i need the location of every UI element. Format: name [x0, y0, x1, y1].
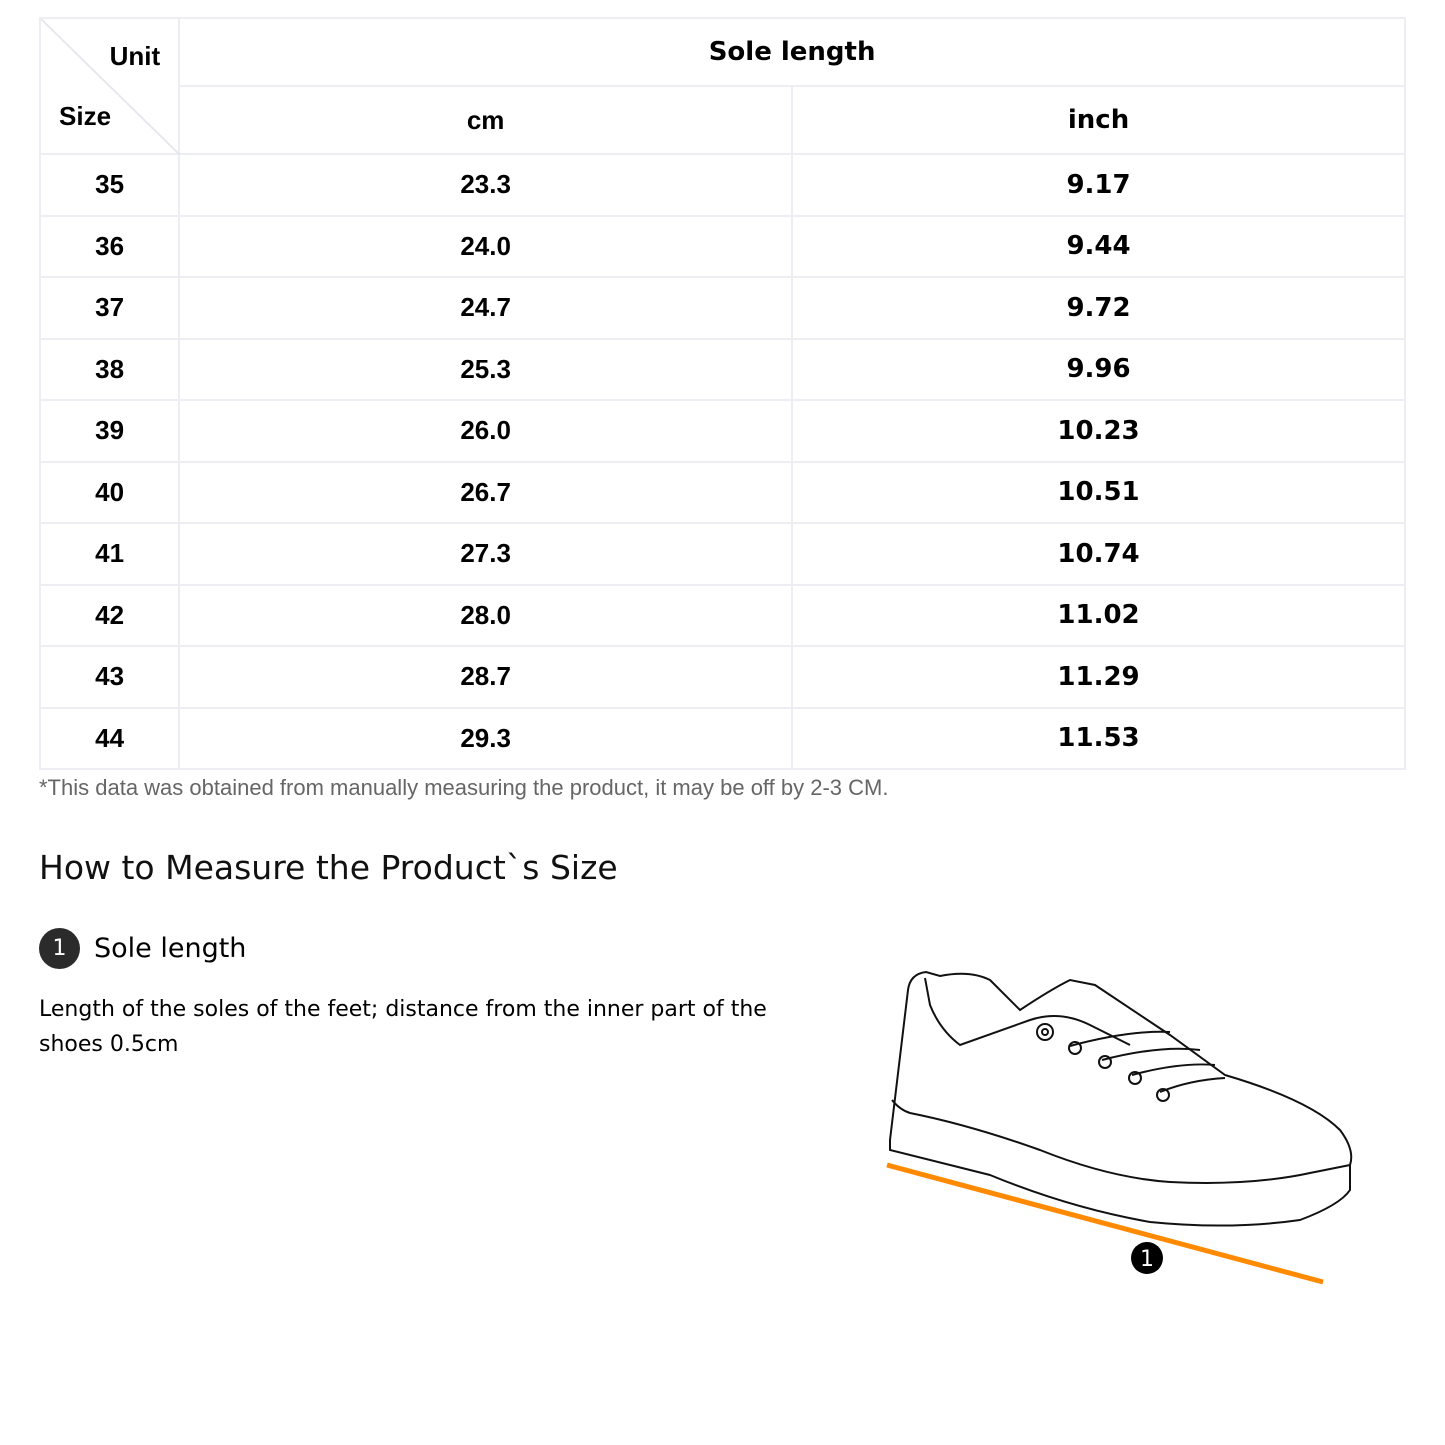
inch-cell: 9.96 [792, 339, 1405, 401]
cm-header: cm [179, 86, 792, 154]
table-row [40, 400, 1405, 462]
table-row [40, 585, 1405, 647]
inch-cell: 9.17 [792, 154, 1405, 216]
size-cell: 37 [40, 277, 179, 339]
cm-cell: 26.7 [179, 462, 792, 524]
inch-cell: 11.02 [792, 585, 1405, 647]
size-cell: 41 [40, 523, 179, 585]
size-chart-table [39, 17, 1406, 770]
size-cell: 42 [40, 585, 179, 647]
size-cell: 38 [40, 339, 179, 401]
size-label: Size [59, 101, 112, 131]
measure-title: How to Measure the Product`s Size [39, 848, 618, 887]
cm-cell: 25.3 [179, 339, 792, 401]
step-description: Length of the soles of the feet; distance from the inner part of the shoes 0.5cm [39, 997, 767, 1057]
cm-cell: 24.0 [179, 216, 792, 278]
table-row [40, 523, 1405, 585]
corner-header-cell [40, 18, 179, 154]
inch-cell: 11.29 [792, 646, 1405, 708]
cm-cell: 24.7 [179, 277, 792, 339]
size-cell: 40 [40, 462, 179, 524]
table-row [40, 339, 1405, 401]
table-row [40, 154, 1405, 216]
inch-cell: 9.72 [792, 277, 1405, 339]
table-row [40, 708, 1405, 770]
inch-cell: 10.74 [792, 523, 1405, 585]
marker-number: 1 [1140, 1247, 1154, 1272]
size-cell: 44 [40, 708, 179, 770]
unit-label: Unit [109, 41, 161, 71]
cm-cell: 26.0 [179, 400, 792, 462]
sole-length-header: Sole length [179, 18, 1405, 86]
step-number-badge: 1 [39, 928, 80, 969]
shoe-diagram [870, 950, 1370, 1300]
table-row [40, 462, 1405, 524]
cm-cell: 28.7 [179, 646, 792, 708]
inch-cell: 10.23 [792, 400, 1405, 462]
inch-cell: 11.53 [792, 708, 1405, 770]
inch-cell: 10.51 [792, 462, 1405, 524]
step-label: Sole length [94, 933, 247, 964]
step-sole-length [39, 928, 246, 969]
size-cell: 36 [40, 216, 179, 278]
table-row [40, 277, 1405, 339]
inch-header: inch [792, 86, 1405, 154]
cm-cell: 23.3 [179, 154, 792, 216]
cm-cell: 27.3 [179, 523, 792, 585]
inch-cell: 9.44 [792, 216, 1405, 278]
size-cell: 35 [40, 154, 179, 216]
cm-cell: 29.3 [179, 708, 792, 770]
table-row [40, 646, 1405, 708]
measurement-note: *This data was obtained from manually measuring the product, it may be off by 2-3 CM. [39, 775, 889, 800]
diagonal-divider [41, 19, 180, 155]
table-row [40, 216, 1405, 278]
cm-cell: 28.0 [179, 585, 792, 647]
size-cell: 39 [40, 400, 179, 462]
size-cell: 43 [40, 646, 179, 708]
